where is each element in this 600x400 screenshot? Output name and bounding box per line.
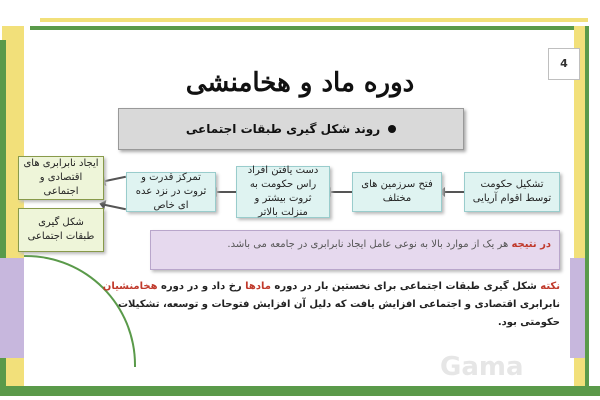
flow-step-1: تشکیل حکومت توسط اقوام آریایی [464, 172, 560, 212]
note-mades: مادها [245, 281, 271, 292]
result-box [150, 230, 560, 270]
arrow-1 [444, 191, 464, 193]
subtitle-text: روند شکل گیری طبقات اجتماعی [185, 122, 381, 136]
flow-step-2: فتح سرزمین های مختلف [352, 172, 442, 212]
frame-top-yellow [40, 18, 588, 22]
watermark-logo: Gama [440, 352, 524, 382]
flow-step-3: دست یافتن افراد راس حکومت به ثروت بیشتر و منزلت بالاتر [236, 166, 330, 218]
note-lead: نکته [540, 281, 560, 292]
page-number: 4 [548, 48, 580, 80]
note-part2: رخ داد و در دوره [157, 281, 246, 292]
note-achaemenids: هخامنشیان [102, 281, 158, 292]
result-text: هر یک از موارد بالا به نوعی عامل ایجاد نابرابری در جامعه می باشد. [227, 239, 509, 250]
arrow-3 [216, 191, 236, 193]
arrow-2 [330, 191, 352, 193]
page-title: دوره ماد و هخامنشی [185, 68, 415, 98]
bullet-icon [388, 125, 396, 133]
subtitle-box [118, 108, 464, 150]
note-part1: شکل گیری طبقات اجتماعی برای نخستین بار در دوره [270, 281, 541, 292]
frame-top-green [30, 26, 578, 30]
note-part3: نابرابری اقتصادی و اجتماعی افزایش یافت که دلیل آن افزایش فتوحات و توسعه، تشکیلات حکومتی بود. [118, 299, 560, 328]
frame-bottom-green [0, 386, 600, 396]
frame-left-purple [0, 258, 24, 358]
frame-right-green [585, 26, 589, 386]
note-paragraph [100, 278, 560, 332]
outcome-social-classes: شکل گیری طبقات اجتماعی [18, 208, 104, 252]
flow-step-4: تمرکز قدرت و ثروت در نزد عده ای خاص [126, 172, 216, 212]
result-lead: در نتیجه [511, 239, 551, 250]
outcome-inequality: ایجاد نابرابری های اقتصادی و اجتماعی [18, 156, 104, 200]
